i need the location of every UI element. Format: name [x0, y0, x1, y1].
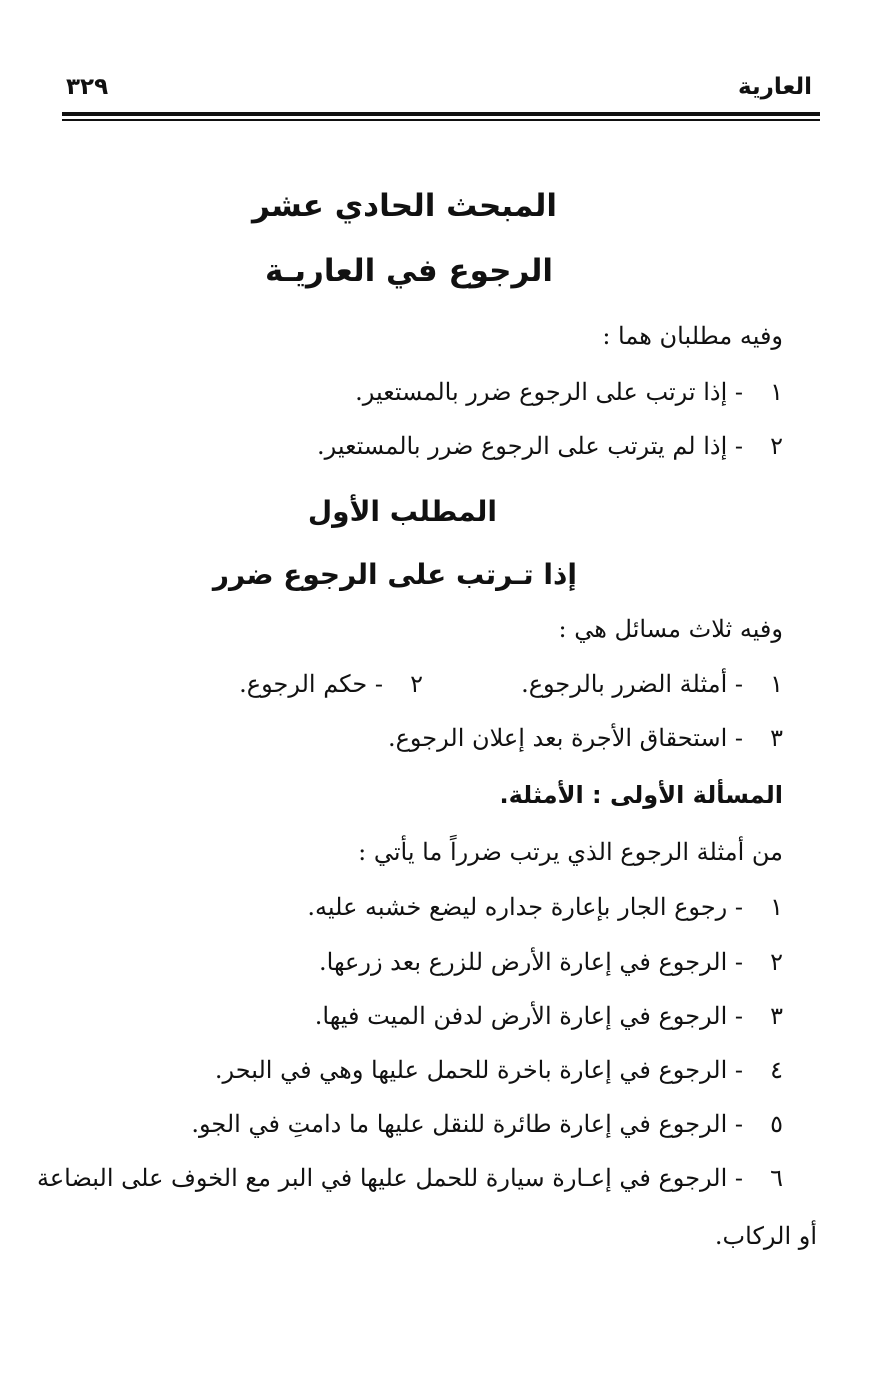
example-number: ٦ [770, 1164, 783, 1192]
example-text: - الرجوع في إعارة الأرض للزرع بعد زرعها. [319, 948, 743, 976]
example-text: - الرجوع في إعارة طائرة للنقل عليها ما دامتِ في الجو. [191, 1110, 743, 1138]
chapter-heading: المبحث الحادي عشر [251, 188, 557, 224]
issue-label: المسألة الأولى : الأمثلة. [499, 781, 783, 809]
chapter-item-number: ١ [770, 378, 783, 406]
example-number: ٢ [770, 948, 783, 976]
header-rule-thick [62, 112, 820, 116]
section-heading: المطلب الأول [307, 495, 497, 528]
issue-intro: من أمثلة الرجوع الذي يرتب ضرراً ما يأتي : [358, 838, 783, 866]
chapter-item-text: - إذا لم يترتب على الرجوع ضرر بالمستعير. [316, 432, 743, 460]
example-number: ٤ [770, 1056, 783, 1084]
section-item-text: - أمثلة الضرر بالرجوع. [521, 670, 743, 698]
running-title: العارية [738, 74, 812, 100]
chapter-item-number: ٢ [770, 432, 783, 460]
section-intro: وفيه ثلاث مسائل هي : [558, 615, 783, 643]
section-item-text: - حكم الرجوع. [239, 670, 383, 698]
example-number: ٥ [770, 1110, 783, 1138]
section-item-number: ٣ [770, 724, 783, 752]
running-header [62, 70, 820, 106]
chapter-intro: وفيه مطلبان هما : [602, 322, 783, 350]
page-number: ٣٢٩ [66, 74, 109, 100]
example-text: - الرجوع في إعارة باخرة للحمل عليها وهي في البحر. [214, 1056, 743, 1084]
example-number: ٣ [770, 1002, 783, 1030]
header-rule-thin [62, 119, 820, 121]
section-subheading: إذا تـرتب على الرجوع ضرر [212, 558, 577, 591]
example-text: - الرجوع في إعارة الأرض لدفن الميت فيها. [314, 1002, 743, 1030]
example-continuation: أو الركاب. [714, 1222, 817, 1250]
chapter-item-text: - إذا ترتب على الرجوع ضرر بالمستعير. [355, 378, 743, 406]
section-item-number: ١ [770, 670, 783, 698]
chapter-subheading: الرجوع في العاريـة [264, 253, 553, 289]
section-item-text: - استحقاق الأجرة بعد إعلان الرجوع. [387, 724, 743, 752]
example-number: ١ [770, 893, 783, 921]
example-text: - رجوع الجار بإعارة جداره ليضع خشبه عليه. [307, 893, 743, 921]
section-item-number: ٢ [410, 670, 423, 698]
example-text: - الرجوع في إعـارة سيارة للحمل عليها في البر مع الخوف على البضاعة [36, 1164, 743, 1192]
